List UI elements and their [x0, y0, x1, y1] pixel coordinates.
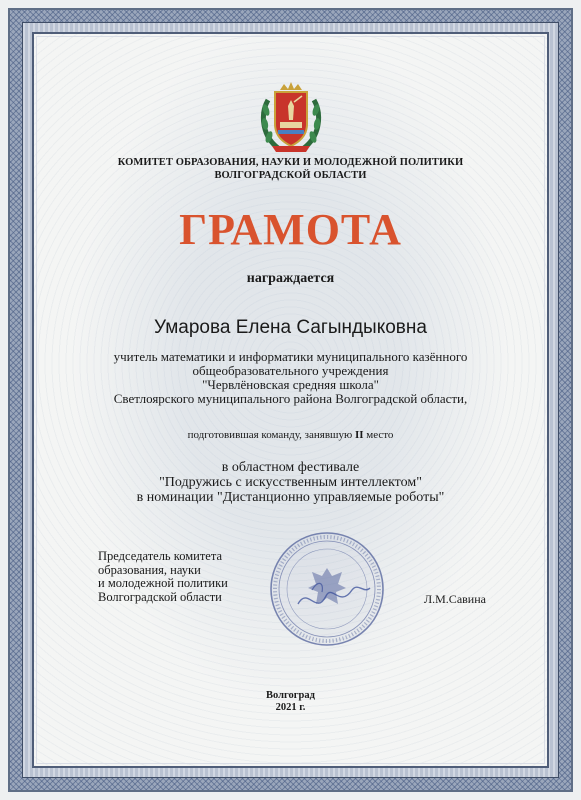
regional-emblem-icon: [258, 80, 324, 158]
chair-line: и молодежной политики: [98, 576, 228, 590]
festival-line: "Подружись с искусственным интеллектом": [159, 475, 422, 490]
festival-line: в номинации "Дистанционно управляемые роботы": [136, 490, 445, 505]
chair-line: образования, науки: [98, 562, 201, 577]
official-seal-icon: [268, 530, 386, 648]
issue-city: Волгоград: [266, 690, 315, 701]
certificate-title: ГРАМОТА: [179, 205, 402, 254]
chair-line: Волгоградской области: [98, 589, 222, 604]
position-line: "Червлёновская средняя школа": [202, 377, 379, 392]
committee-line-2: ВОЛГОГРАДСКОЙ ОБЛАСТИ: [214, 170, 367, 181]
festival-line: в областном фестивале: [221, 460, 360, 475]
recipient-name: Умарова Елена Сагындыковна: [154, 317, 427, 338]
recipient-position: [32, 350, 549, 406]
certificate-content: [32, 32, 549, 768]
position-line: общеобразовательного учреждения: [192, 363, 389, 378]
position-line: учитель математики и информатики муниципального казённого: [113, 349, 468, 364]
festival-info: [32, 460, 549, 505]
chair-title: [98, 550, 278, 604]
achievement-line: [32, 428, 549, 442]
signer-name: Л.М.Савина: [424, 592, 486, 606]
committee-line-1: КОМИТЕТ ОБРАЗОВАНИЯ, НАУКИ И МОЛОДЕЖНОЙ ПОЛИТИКИ: [117, 157, 464, 168]
issue-year: 2021 г.: [275, 702, 306, 713]
achievement-text: подготовившая команду, занявшую: [187, 429, 353, 441]
position-line: Светлоярского муниципального района Волгоградской области,: [113, 391, 468, 406]
committee-name: [32, 156, 549, 182]
chair-line: Председатель комитета: [98, 549, 222, 563]
achievement-place: II: [354, 429, 364, 441]
issue-place-date: [32, 690, 549, 714]
achievement-text-end: место: [366, 429, 394, 441]
awarded-label: награждается: [246, 271, 335, 286]
